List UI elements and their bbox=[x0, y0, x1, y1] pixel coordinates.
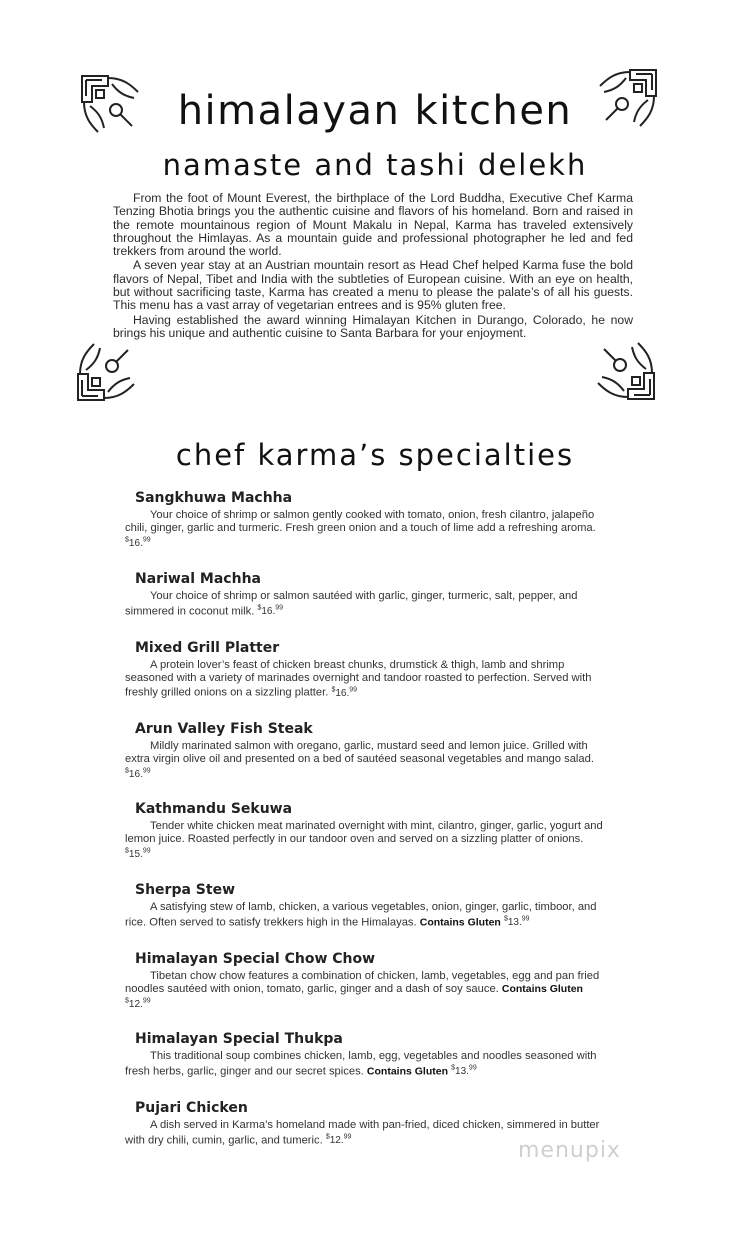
currency-symbol: $ bbox=[125, 847, 129, 855]
menu-item bbox=[125, 639, 610, 700]
menu-item-price bbox=[331, 688, 357, 699]
menu-item-desc-text: A dish served in Karma’s homeland made with pan-fried, diced chicken, simmered in butter with dry chili, cumin, garlic, and tumeric. bbox=[125, 1119, 600, 1146]
intro-paragraph-3: Having established the award winning Himalayan Kitchen in Durango, Colorado, he now brings his unique and authentic cuisine to Santa Barbara for your enjoyment. bbox=[113, 312, 633, 340]
currency-symbol: $ bbox=[503, 915, 508, 923]
menu-item-description bbox=[125, 1050, 610, 1079]
menu-item-description bbox=[125, 970, 610, 1011]
menu-item-price bbox=[125, 769, 151, 780]
menu-item-desc-text: Your choice of shrimp or salmon sautéed with garlic, ginger, turmeric, salt, pepper, and simmered in coconut milk. bbox=[125, 590, 578, 617]
menu-item-name: Kathmandu Sekuwa bbox=[135, 801, 293, 817]
price-cents: 99 bbox=[521, 915, 530, 923]
menu-item-price bbox=[451, 1066, 477, 1077]
price-dollars: 12. bbox=[128, 998, 143, 1010]
menu-item-name: Sherpa Stew bbox=[135, 882, 235, 898]
menu-item-price bbox=[257, 606, 283, 617]
currency-symbol: $ bbox=[125, 767, 129, 775]
gluten-warning: Contains Gluten bbox=[501, 982, 583, 995]
menu-item-description bbox=[125, 659, 610, 700]
menu-item-name: Nariwal Machha bbox=[135, 571, 261, 587]
menu-item bbox=[125, 881, 610, 930]
price-dollars: 16. bbox=[128, 768, 143, 780]
price-dollars: 12. bbox=[329, 1134, 344, 1146]
currency-symbol: $ bbox=[325, 1133, 330, 1141]
menu-item-name: Arun Valley Fish Steak bbox=[135, 721, 313, 737]
menu-item-desc-text: A protein lover’s feast of chicken breast chunks, drumstick & thigh, lamb and shrimp seasoned with a variety of marinades overnight and tandoor roasted to perfection. Served with freshly grilled onions on a sizzling platter. bbox=[125, 659, 592, 699]
intro-paragraph-2: A seven year stay at an Austrian mountain resort as Head Chef helped Karma fuse the bold flavors of Nepal, Tibet and India with the subtleties of European cuisine. With an eye on health, but without sacrificing taste, Karma has created a menu to please the palate’s of all his guests. This menu has a vast array of vegetarian entrees and is 95% gluten free. bbox=[113, 258, 633, 313]
price-cents: 99 bbox=[275, 604, 284, 612]
price-dollars: 13. bbox=[507, 916, 522, 928]
price-cents: 99 bbox=[142, 767, 151, 775]
menu-item-price bbox=[125, 999, 151, 1010]
section-title-specialties: chef karma’s specialties bbox=[175, 438, 575, 472]
currency-symbol: $ bbox=[125, 997, 129, 1005]
menu-item bbox=[125, 800, 610, 861]
price-dollars: 16. bbox=[335, 687, 350, 699]
menu-item-name: Himalayan Special Chow Chow bbox=[135, 951, 376, 967]
price-dollars: 16. bbox=[128, 537, 143, 549]
menu-item-desc-text: Mildly marinated salmon with oregano, garlic, mustard seed and lemon juice. Grilled with extra virgin olive oil and presented on a bed of sautéed seasonal vegetables and mango salad. bbox=[125, 740, 594, 765]
menu-item bbox=[125, 489, 610, 550]
currency-symbol: $ bbox=[331, 686, 336, 694]
currency-symbol: $ bbox=[257, 604, 262, 612]
menu-item-description bbox=[125, 901, 610, 930]
price-cents: 99 bbox=[142, 847, 151, 855]
menu-item-desc-text: A satisfying stew of lamb, chicken, a various vegetables, onion, ginger, garlic, timboor, and rice. Often served to satisfy trekkers high in the Himalayas. bbox=[125, 901, 597, 928]
page-title: himalayan kitchen bbox=[177, 88, 573, 134]
price-cents: 99 bbox=[142, 536, 151, 544]
menu-item-price bbox=[504, 917, 530, 928]
menu-item-description bbox=[125, 509, 610, 550]
menu-item-description bbox=[125, 590, 610, 619]
price-cents: 99 bbox=[468, 1064, 477, 1072]
menu-item bbox=[125, 720, 610, 781]
gluten-warning: Contains Gluten bbox=[419, 915, 501, 928]
menu-item-name: Himalayan Special Thukpa bbox=[135, 1031, 343, 1047]
price-cents: 99 bbox=[142, 997, 151, 1005]
menu-item-price bbox=[326, 1135, 352, 1146]
price-cents: 99 bbox=[349, 686, 358, 694]
price-cents: 99 bbox=[343, 1133, 352, 1141]
page-subtitle: namaste and tashi delekh bbox=[162, 148, 588, 182]
menu-item-name: Pujari Chicken bbox=[135, 1100, 248, 1116]
menu-item-desc-text: Tender white chicken meat marinated overnight with mint, cilantro, ginger, garlic, yogurt and lemon juice. Roasted perfectly in our tandoor oven and served on a sizzling platter of onions. bbox=[125, 820, 603, 845]
watermark-logo: menupix bbox=[518, 1138, 621, 1163]
menu-item-price bbox=[125, 849, 151, 860]
price-dollars: 13. bbox=[455, 1065, 469, 1077]
menu-item-description bbox=[125, 740, 610, 781]
intro-paragraph-1: From the foot of Mount Everest, the birthplace of the Lord Buddha, Executive Chef Karma Tenzing Bhotia brings you the authentic cuisine and flavors of his homeland. Born and raised in the remote mountainous region of Mount Makalu in Nepal, Karma has traveled extensively throughout the Himlayas. As a mountain guide and professional photographer he led and fed trekkers from around the world. bbox=[113, 191, 633, 259]
menu-item-desc-text: Your choice of shrimp or salmon gently cooked with tomato, onion, fresh cilantro, jalapeño chili, ginger, garlic and turmeric. Fresh green onion and a touch of lime add a refreshing aroma. bbox=[125, 509, 596, 534]
menu-item bbox=[125, 570, 610, 619]
price-dollars: 15. bbox=[128, 848, 143, 860]
menu-item-price bbox=[125, 538, 151, 549]
menu-item-desc-text: This traditional soup combines chicken, lamb, egg, vegetables and noodles seasoned with fresh herbs, garlic, ginger and our secret spices. bbox=[125, 1050, 597, 1077]
menu-item-description bbox=[125, 820, 610, 861]
gluten-warning: Contains Gluten bbox=[366, 1064, 448, 1077]
menu-item bbox=[125, 950, 610, 1011]
menu-item-name: Mixed Grill Platter bbox=[135, 640, 280, 656]
menu-item-name: Sangkhuwa Machha bbox=[135, 490, 293, 506]
currency-symbol: $ bbox=[451, 1064, 456, 1072]
currency-symbol: $ bbox=[125, 536, 129, 544]
menu-item bbox=[125, 1030, 610, 1079]
price-dollars: 16. bbox=[261, 605, 276, 617]
menu-item-desc-text: Tibetan chow chow features a combination of chicken, lamb, vegetables, egg and pan fried noodles sautéed with onion, tomato, garlic, ginger and a dash of soy sauce. bbox=[125, 970, 600, 995]
